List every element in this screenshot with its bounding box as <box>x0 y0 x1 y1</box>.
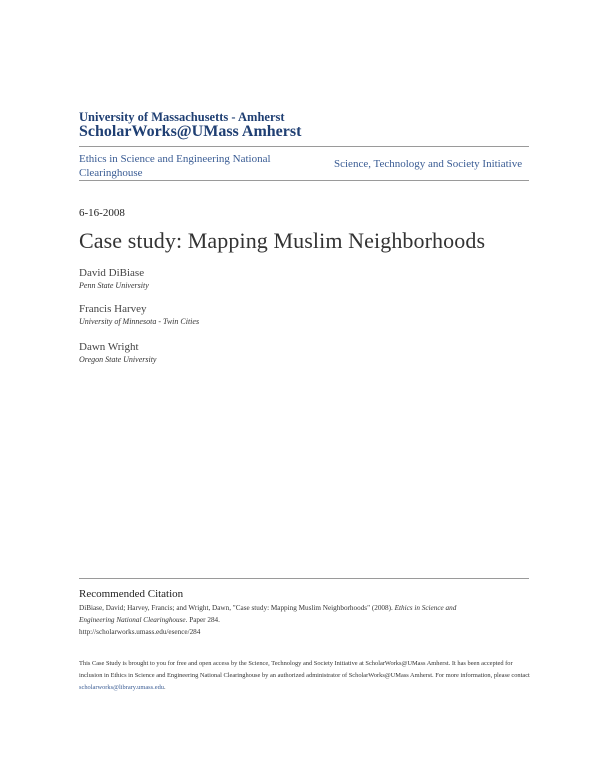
series-link-right[interactable]: Science, Technology and Society Initiative <box>334 158 523 170</box>
author-affiliation: Penn State University <box>79 281 149 290</box>
citation-heading: Recommended Citation <box>79 588 184 600</box>
author-block <box>79 341 379 366</box>
citation-main: DiBiase, David; Harvey, Francis; and Wright, Dawn, "Case study: Mapping Muslim Neighborhoods" (2008). <box>79 604 395 612</box>
page-title: Case study: Mapping Muslim Neighborhoods <box>79 228 486 253</box>
author-name[interactable]: David DiBiase <box>79 267 145 279</box>
divider-citation <box>79 578 529 579</box>
repository-name[interactable]: ScholarWorks@UMass Amherst <box>79 123 302 140</box>
author-name[interactable]: Dawn Wright <box>79 341 139 353</box>
author-affiliation: Oregon State University <box>79 355 157 364</box>
author-block <box>79 267 379 292</box>
contact-email-link[interactable]: scholarworks@library.umass.edu <box>79 683 164 691</box>
access-notice <box>79 658 534 693</box>
citation-series-italic: Ethics in Science and <box>394 604 457 612</box>
author-name[interactable]: Francis Harvey <box>79 303 147 315</box>
author-block <box>79 303 379 328</box>
citation-series-italic-2: Engineering National Clearinghouse <box>79 616 186 624</box>
citation-url[interactable]: http://scholarworks.umass.edu/esence/284 <box>79 628 201 636</box>
notice-text: This Case Study is brought to you for free and open access by the Science, Technology and Society Initiative at ScholarWorks@UMass Amherst. It has been accepted for inclusion in Ethics in Science and Engineering National Clearinghouse by an authorized administrator of ScholarWorks@UMass Amherst. For more information, please contact <box>79 660 530 679</box>
citation-paper: . Paper 284. <box>185 616 220 624</box>
notice-end: . <box>163 683 166 691</box>
divider-top <box>79 146 529 147</box>
author-affiliation: University of Minnesota - Twin Cities <box>79 317 200 326</box>
institution-name[interactable]: University of Massachusetts - Amherst <box>79 110 285 124</box>
series-link-left[interactable]: Ethics in Science and Engineering National Clearinghouse <box>79 153 271 179</box>
divider-series <box>79 180 529 181</box>
publication-date: 6-16-2008 <box>79 207 125 219</box>
citation-text <box>79 602 534 638</box>
